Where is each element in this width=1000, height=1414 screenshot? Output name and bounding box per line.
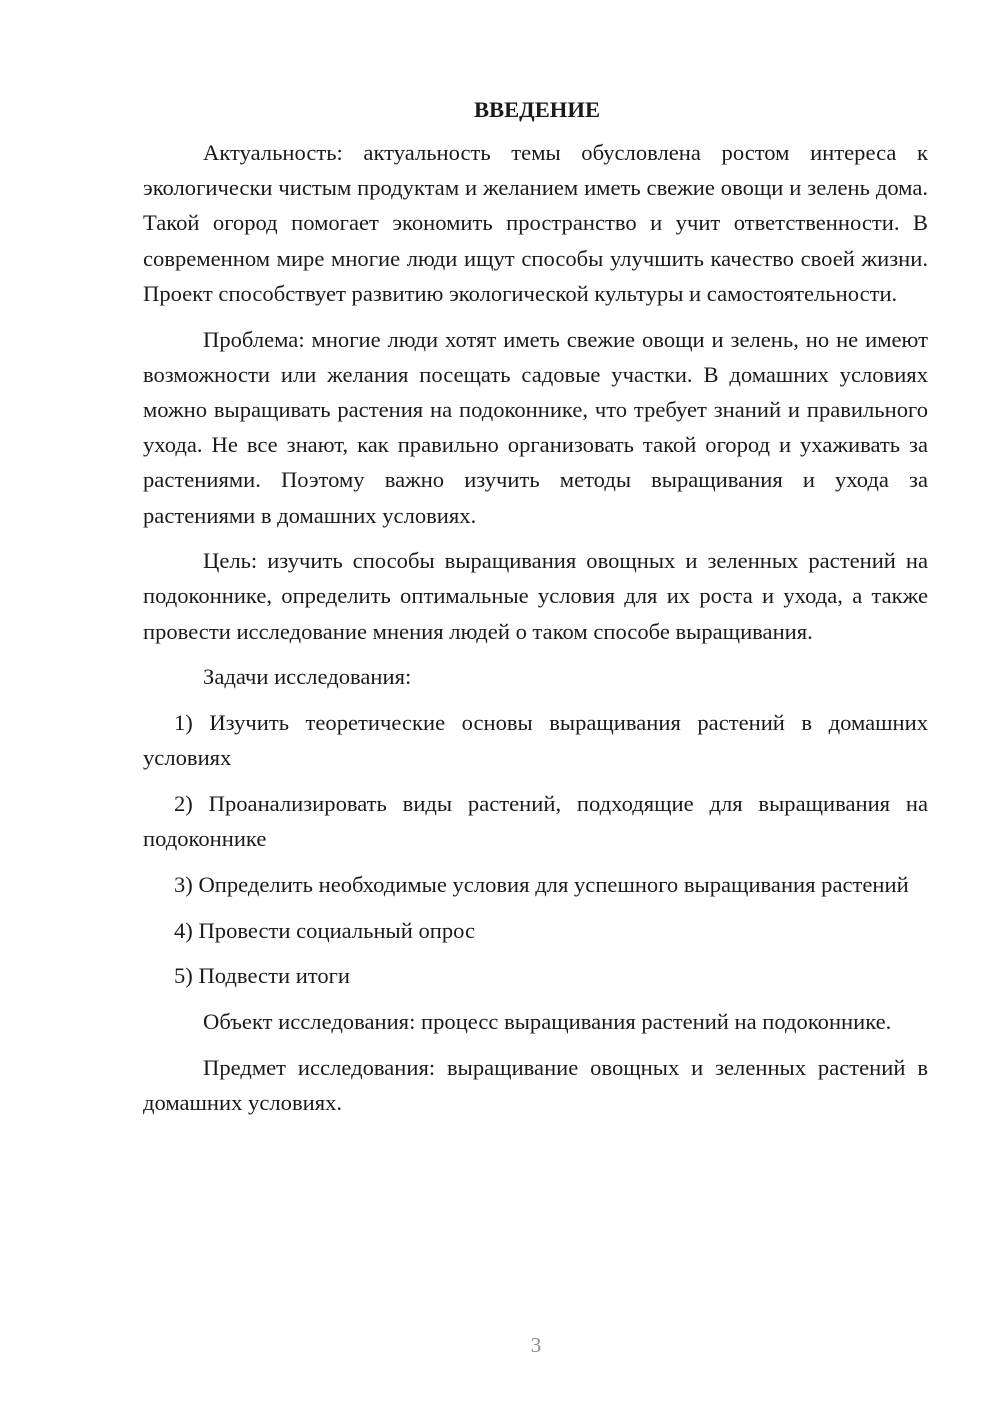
goal-paragraph: Цель: изучить способы выращивания овощных и зеленных растений на подоконнике, определить оптимальные условия для их роста и ухода, а также провести исследование мнения людей о таком способе выращивания. — [143, 548, 928, 644]
task-item: 1) Изучить теоретические основы выращивания растений в домашних условиях — [143, 710, 928, 771]
task-item: 3) Определить необходимые условия для успешного выращивания растений — [174, 871, 909, 897]
object-paragraph: Объект исследования: процесс выращивания растений на подоконнике. — [203, 1008, 892, 1034]
relevance-paragraph: Актуальность: актуальность темы обусловлена ростом интереса к экологически чистым продуктам и желанием иметь свежие овощи и зелень дома. Такой огород помогает экономить пространство и учит ответственности. В современном мире многие люди ищут способы улучшить качество своей жизни. Проект способствует развитию экологической культуры и самостоятельности. — [143, 140, 928, 306]
tasks-title: Задачи исследования: — [203, 664, 412, 690]
section-heading: ВВЕДЕНИЕ — [473, 97, 601, 122]
task-item: 5) Подвести итоги — [174, 963, 351, 989]
task-item: 4) Провести социальный опрос — [174, 917, 476, 943]
page-content — [143, 95, 928, 1131]
subject-paragraph: Предмет исследования: выращивание овощных и зеленных растений в домашних условиях. — [143, 1054, 928, 1115]
task-item: 2) Проанализировать виды растений, подходящие для выращивания на подоконнике — [143, 790, 928, 852]
page-number: 3 — [530, 1333, 542, 1357]
problem-paragraph: Проблема: многие люди хотят иметь свежие овощи и зелень, но не имеют возможности или желания посещать садовые участки. В домашних условиях можно выращивать растения на подоконнике, что требует знаний и правильного ухода. Не все знают, как правильно организовать такой огород и ухаживать за растениями. Поэтому важно изучить методы выращивания и ухода за растениями в домашних условиях. — [143, 326, 928, 528]
